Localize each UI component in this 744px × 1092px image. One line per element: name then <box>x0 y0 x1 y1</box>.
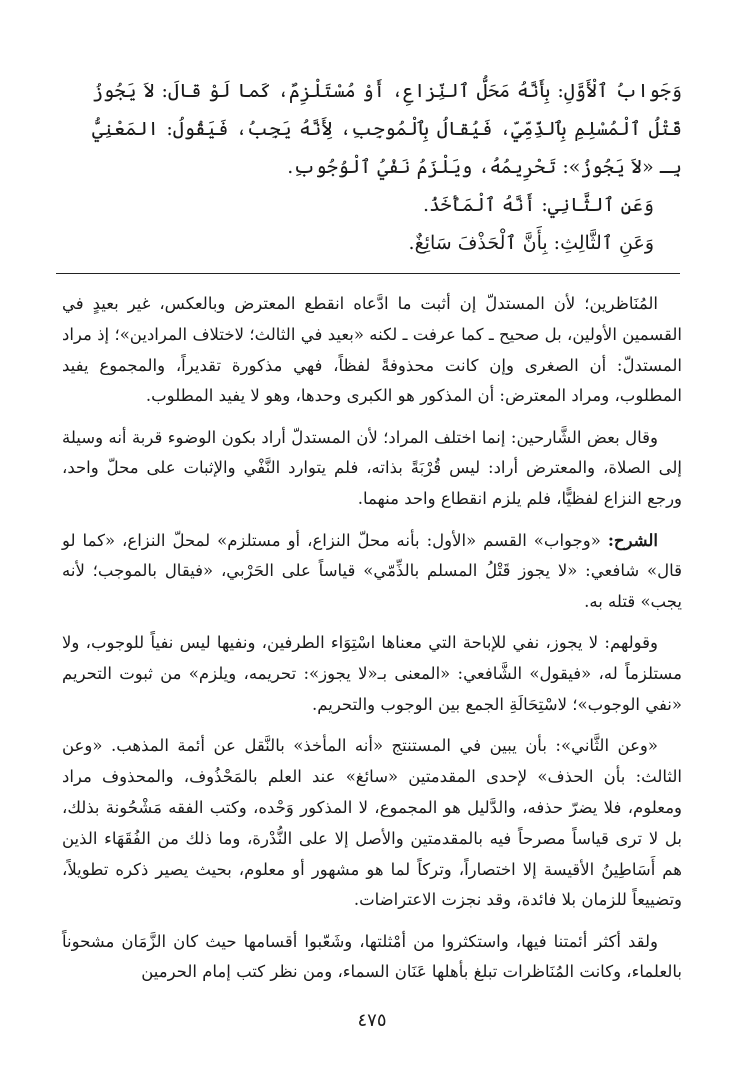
commentary-block <box>62 289 682 988</box>
sharh-label: الشرح: <box>607 530 658 550</box>
commentary-paragraph-3-text: «وجواب» القسم «الأول: بأنه محلّ النزاع، أو مستلزم» لمحلّ النزاع، «كما لو قال» شافعي: «لا يجوز قَتْلُ المسلم بالذِّمّي» قياساً على الحَرْبي، «فيقال بالموجب؛ لأنه يجب» قتله به. <box>62 530 682 612</box>
commentary-paragraph-1: المُنَاظرين؛ لأن المستدلّ إن أثبت ما ادَّعاه انقطع المعترض وبالعكس، غير بعيدٍ في القسمين الأولين، بل صحيح ـ كما عرفت ـ لكنه «بعيد في الثالث؛ لاختلاف المرادين»؛ إذ مراد المستدلّ: أن الصغرى وإن كانت محذوفةً لفظاً، فهي مذكورة تقديراً، والمجموع يفيد المطلوب، ومراد المعترض: أن المذكور هو الكبرى وحدها، وهو لا يفيد المطلوب. <box>62 294 682 406</box>
matn-paragraph-1: وَجَوابُ ٱلْأَوَّلِ: بِأَنَّهُ مَحَلُّ ٱلنِّزاعِ، أَوْ مُسْتَلْزِمٌ، كَما لَوْ قالَ: لاَ يَجُوزُ قَتْلُ ٱلْمُسْلِمِ بِٱلذِّمِّيِّ، فَيُقالُ بِٱلْمُوجِبِ، لِأَنَّهُ يَجِبُ، فَيَقُولُ: المَعْنِيُّ بِـ «لاَ يَجُوزُ»: تَحْرِيمُهُ، ويَلْزَمُ نَفْيُ ٱلْوُجُوبِ. <box>92 80 682 178</box>
page-number: ٤٧٥ <box>357 1010 387 1031</box>
matn-paragraph-2: وَعَنِ ٱلثَّانِي: أَنَّهُ ٱلْمَأْخَذُ. <box>423 194 654 216</box>
matn-paragraph-3: وَعَنِ ٱلثَّالِثِ: بِأَنَّ ٱلْحَذْفَ سَائِغٌ. <box>408 232 654 254</box>
commentary-paragraph-6: ولقد أكثر أئمتنا فيها، واستكثروا من أمْثلتها، وشَعّبوا أقسامها حيث كان الزَّمَان مشحوناً بالعلماء، وكانت المُنَاظرات تبلغ بأهلها عَنَان السماء، ومن نظر كتب إمام الحرمين <box>62 931 682 982</box>
commentary-paragraph-5: «وعن الثَّاني»: بأن يبين في المستنتج «أنه المأخذ» بالنَّقل عن أئمة المذهب. «وعن الثالث: بأن الحذف» لإحدى المقدمتين «سائغ» عند العلم بالمَحْذُوف، والمحذوف مراد ومعلوم، فلا يضرّ حذفه، والدَّليل هو المجموع، لا المذكور وَحْده، وكتب الفقه مَشْحُونة بذلك، بل لا ترى قياساً مصرحاً فيه بالمقدمتين والأصل إلا على النُّدْرة، وما ذلك من الفُقَهَاء الذين هم أَسَاطِينُ الأقيسة إلا اختصاراً، وتركاً لما هو مشهور أو معلوم، بحيث يصير ذكره تطويلاً، وتضييعاً للزمان بلا فائدة، وقد نجزت الاعتراضات. <box>62 736 682 910</box>
separator-line <box>56 273 680 274</box>
commentary-paragraph-2: وقال بعض الشَّارحين: إنما اختلف المراد؛ لأن المستدلّ أراد بكون الوضوء قربة أنه وسيلة إلى الصلاة، والمعترض أراد: ليس قُرْبَةً بذاته، فلم يتوارد النَّفْي والإثبات على محلّ واحد، ورجع النزاع لفظيًّا، فلم يلزم انقطاع واحد منهما. <box>62 427 682 509</box>
commentary-paragraph-4: وقولهم: لا يجوز، نفي للإباحة التي معناها اسْتِوَاء الطرفين، ونفيها ليس نفياً للوجوب، ولا مستلزماً له، «فيقول» الشَّافعي: «المعنى بـ«لا يجوز»: تحريمه، ويلزم» من ثبوت التحريم «نفي الوجوب»؛ لاسْتِحَالَةِ الجمع بين الوجوب والتحريم. <box>62 633 682 715</box>
commentary-paragraph-3 <box>62 526 682 618</box>
main-text-block <box>92 72 682 262</box>
